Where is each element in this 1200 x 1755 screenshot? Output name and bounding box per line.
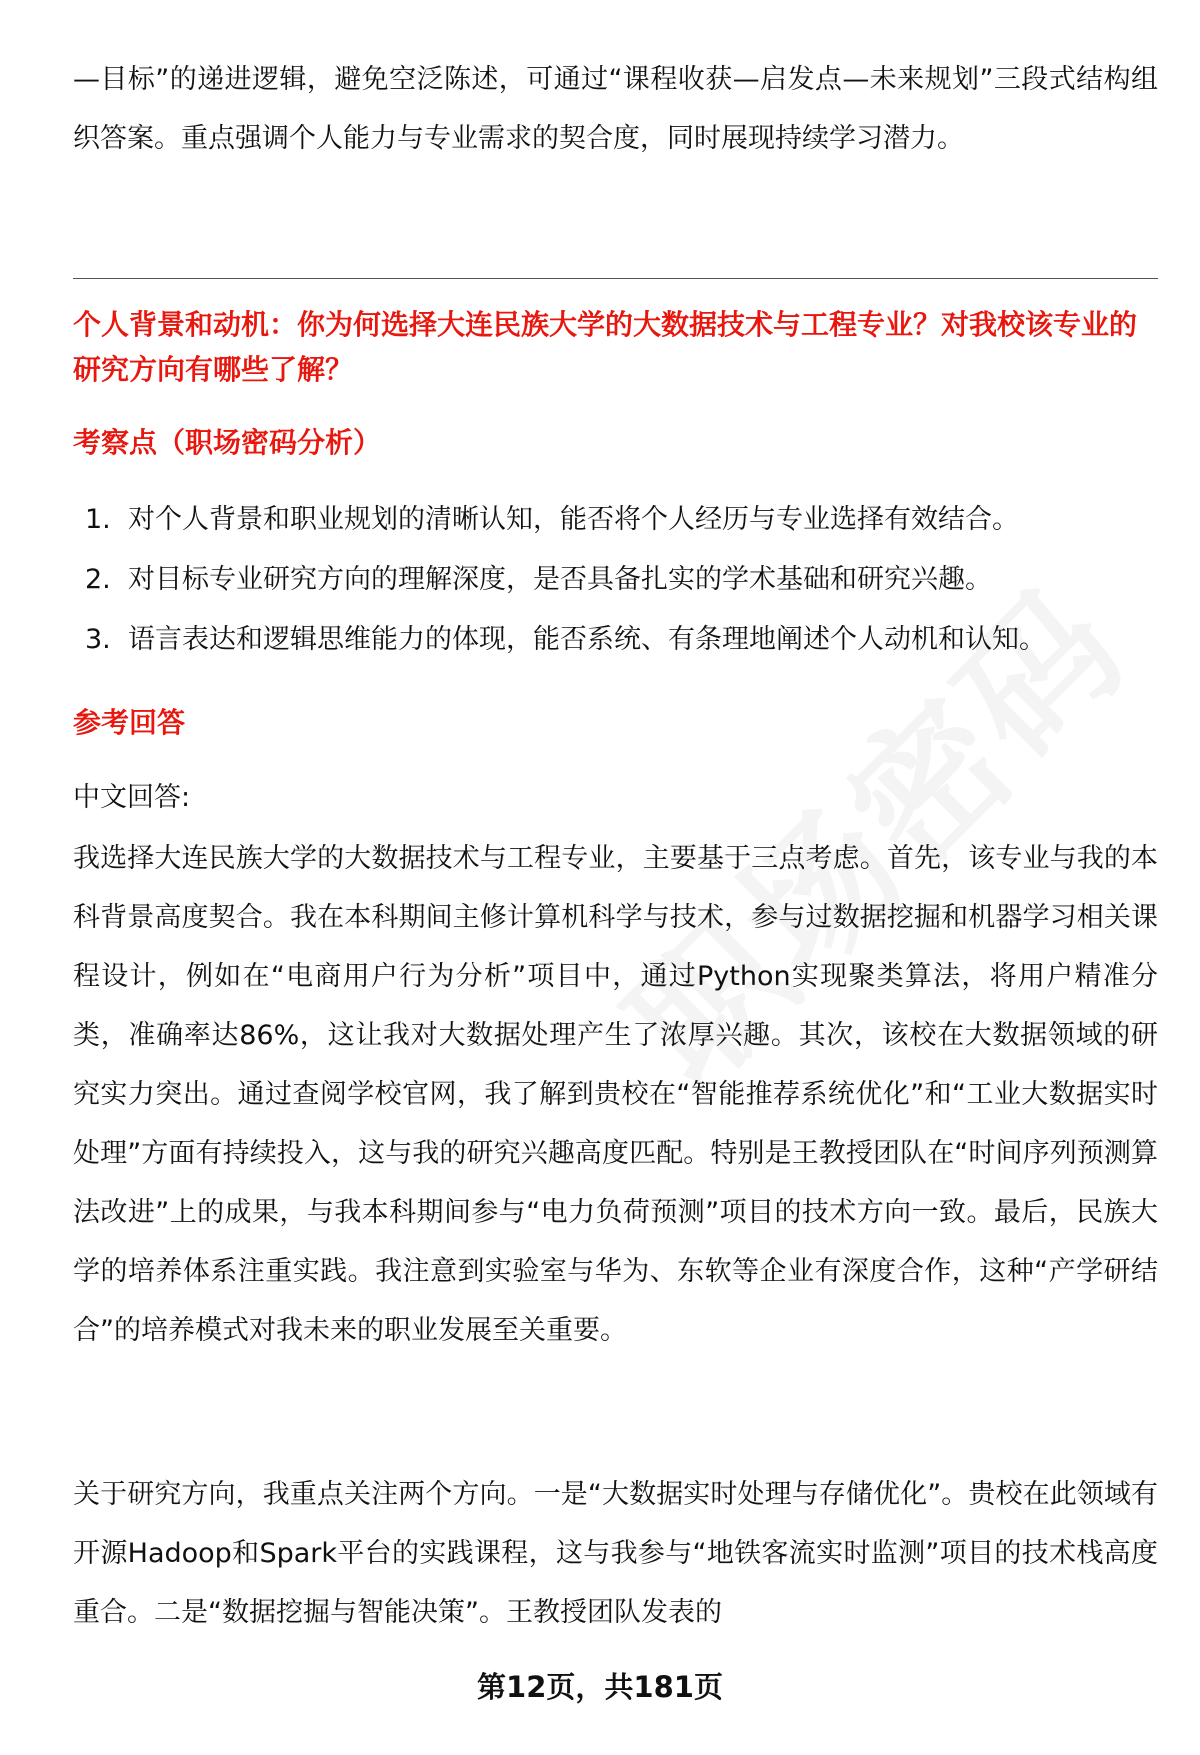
page-number-footer: 第12页，共181页 [477, 1670, 723, 1704]
answer-heading: 参考回答 [73, 706, 186, 739]
list-item-text: 语言表达和逻辑思维能力的体现，能否系统、有条理地阐述个人动机和认知。 [128, 624, 1046, 655]
list-item-number: 1. [85, 504, 111, 535]
list-item [73, 490, 1158, 550]
chinese-answer-label: 中文回答: [73, 782, 191, 813]
list-item [73, 610, 1158, 670]
analysis-heading: 考察点（职场密码分析） [73, 426, 382, 459]
list-item-text: 对目标专业研究方向的理解深度，是否具备扎实的学术基础和研究兴趣。 [128, 564, 992, 595]
list-item-number: 3. [85, 624, 111, 655]
answer-paragraph-1: 我选择大连民族大学的大数据技术与工程专业，主要基于三点考虑。首先，该专业与我的本科背景高度契合。我在本科期间主修计算机科学与技术，参与过数据挖掘和机器学习相关课程设计，例如在“电商用户行为分析”项目中，通过Python实现聚类算法，将用户精准分类，准确率达86%，这让我对大数据处理产生了浓厚兴趣。其次，该校在大数据领域的研究实力突出。通过查阅学校官网，我了解到贵校在“智能推荐系统优化”和“工业大数据实时处理”方面有持续投入，这与我的研究兴趣高度匹配。特别是王教授团队在“时间序列预测算法改进”上的成果，与我本科期间参与“电力负荷预测”项目的技术方向一致。最后，民族大学的培养体系注重实践。我注意到实验室与华为、东软等企业有深度合作，这种“产学研结合”的培养模式对我未来的职业发展至关重要。 [73, 843, 1158, 1346]
analysis-points-list [73, 490, 1158, 670]
answer-paragraph-2: 关于研究方向，我重点关注两个方向。一是“大数据实时处理与存储优化”。贵校在此领域有开源Hadoop和Spark平台的实践课程，这与我参与“地铁客流实时监测”项目的技术栈高度重合。二是“数据挖掘与智能决策”。王教授团队发表的 [73, 1479, 1158, 1628]
list-item-text: 对个人背景和职业规划的清晰认知，能否将个人经历与专业选择有效结合。 [128, 504, 1019, 535]
section-divider [73, 278, 1158, 279]
question-heading: 个人背景和动机：你为何选择大连民族大学的大数据技术与工程专业？对我校该专业的研究方向有哪些了解？ [73, 308, 1138, 386]
list-item [73, 550, 1158, 610]
intro-paragraph: —目标”的递进逻辑，避免空泛陈述，可通过“课程收获—启发点—未来规划”三段式结构组织答案。重点强调个人能力与专业需求的契合度，同时展现持续学习潜力。 [73, 64, 1158, 154]
list-item-number: 2. [85, 564, 111, 595]
